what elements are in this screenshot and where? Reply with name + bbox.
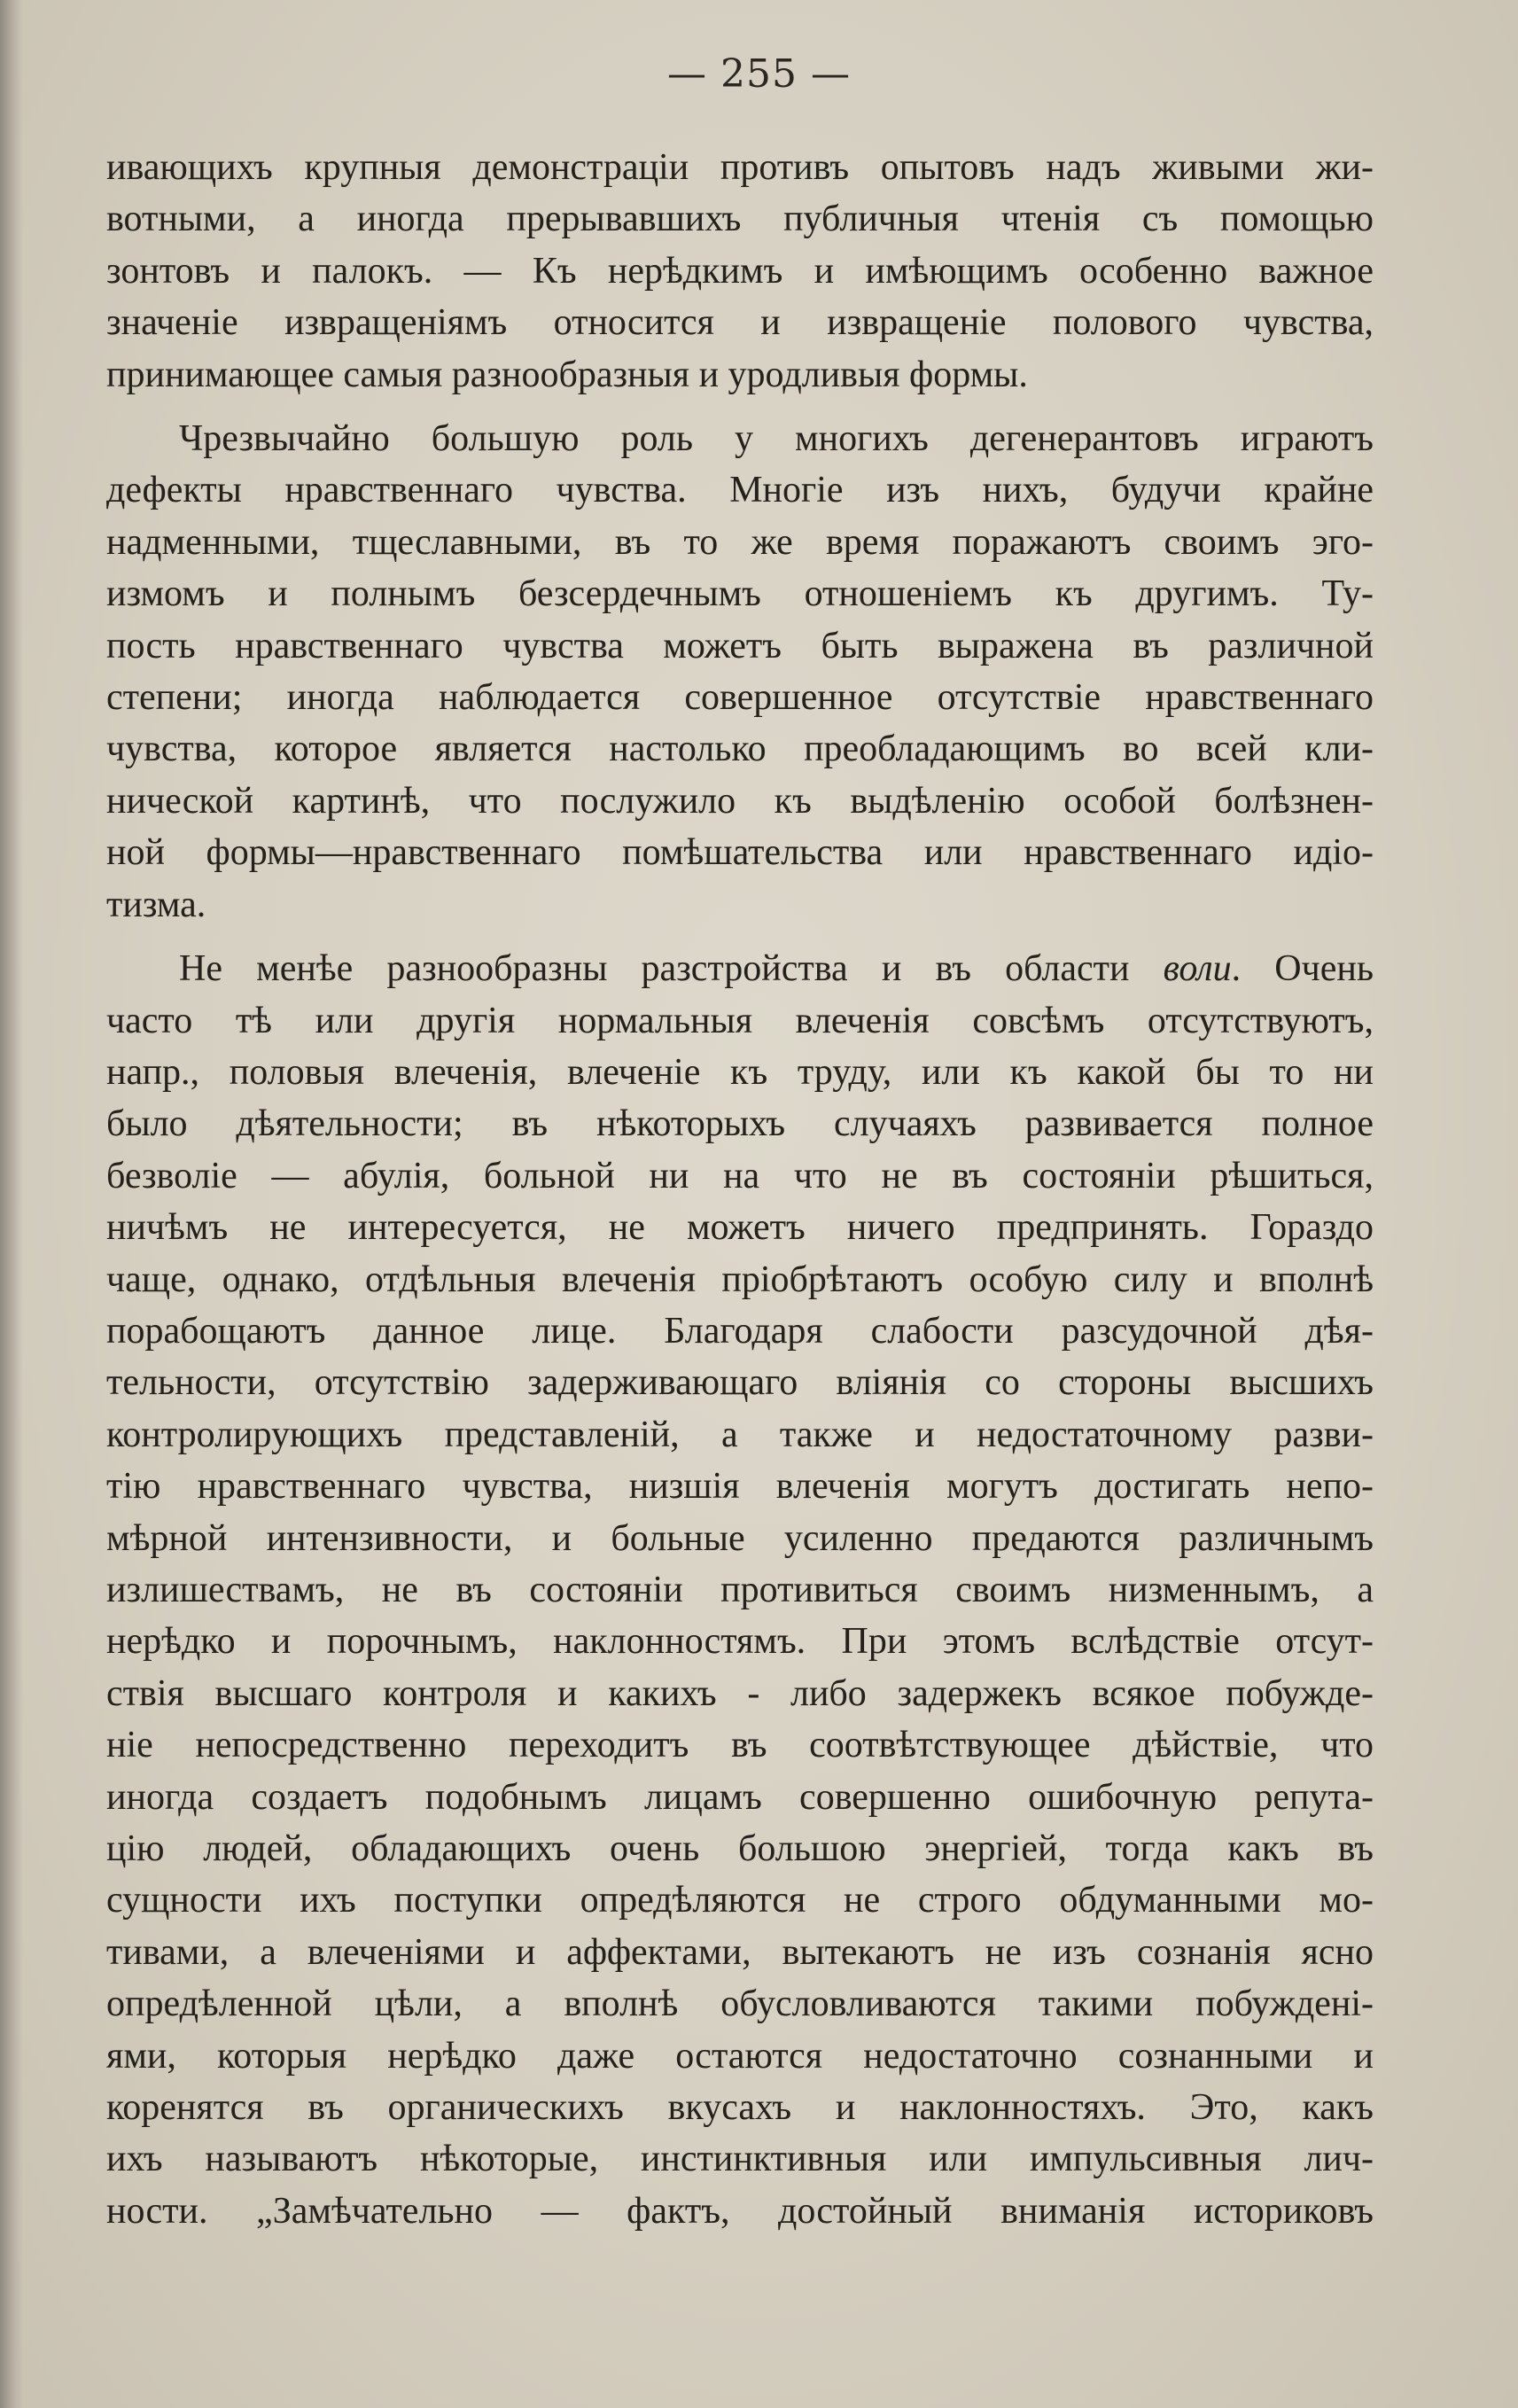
text-line: тизма. xyxy=(106,884,206,925)
text-line: ивающихъ крупныя демонстраціи противъ опытовъ надъ живыми жи- xyxy=(106,147,1374,188)
text-line: часто тѣ или другія нормальныя влеченія совсѣмъ отсутствуютъ, xyxy=(106,1000,1374,1041)
text-line: дефекты нравственнаго чувства. Многіе изъ нихъ, будучи крайне xyxy=(106,470,1374,511)
text-line: сущности ихъ поступки опредѣляются не строго обдуманными мо- xyxy=(106,1880,1374,1921)
text-line: было дѣятельности; въ нѣкоторыхъ случаяхъ развивается полное xyxy=(106,1103,1374,1145)
page-number: — 255 — xyxy=(667,51,851,97)
body-text xyxy=(106,142,1374,2237)
text-line-with-emphasis xyxy=(106,943,1374,994)
text-line: контролирующихъ представленій, а также и недостаточному разви- xyxy=(106,1414,1374,1455)
text-line: ихъ называютъ нѣкоторые, инстинктивныя или импульсивныя лич- xyxy=(106,2139,1374,2180)
text-line: опредѣленной цѣли, а вполнѣ обусловливаются такими побужденi- xyxy=(106,1983,1374,2025)
text-line: чувства, которое является настолько преобладающимъ во всей кли- xyxy=(106,729,1374,770)
text-span: Не менѣе разнообразны разстройства и въ области xyxy=(179,948,1164,990)
text-line: принимающее самыя разнообразныя и уродливыя формы. xyxy=(106,354,1028,395)
text-line: ніе непосредственно переходитъ въ соотвѣтствующее дѣйствіе, что xyxy=(106,1725,1374,1766)
paragraph-1 xyxy=(106,142,1374,401)
emphasized-word: воли xyxy=(1163,948,1232,990)
text-line: излишествамъ, не въ состояніи противиться своимъ низменнымъ, а xyxy=(106,1569,1374,1610)
text-line: степени; иногда наблюдается совершенное отсутствіе нравственнаго xyxy=(106,677,1374,719)
text-line: нерѣдко и порочнымъ, наклонностямъ. При этомъ вслѣдствіе отсут- xyxy=(106,1621,1374,1663)
text-line: тію нравственнаго чувства, низшія влеченія могутъ достигать непо- xyxy=(106,1466,1374,1508)
text-line: мѣрной интензивности, и больные усиленно предаются различнымъ xyxy=(106,1517,1374,1559)
text-line: коренятся въ органическихъ вкусахъ и наклонностяхъ. Это, какъ xyxy=(106,2087,1374,2129)
text-line: иногда создаетъ подобнымъ лицамъ совершенно ошибочную репута- xyxy=(106,1776,1374,1818)
text-line: ной формы—нравственнаго помѣшательства или нравственнаго идіо- xyxy=(106,832,1374,874)
text-line: нической картинѣ, что послужило къ выдѣленію особой болѣзнен- xyxy=(106,780,1374,822)
text-line: зонтовъ и палокъ. — Къ нерѣдкимъ и имѣющимъ особенно важное xyxy=(106,250,1374,292)
text-line: ничѣмъ не интересуется, не можетъ ничего предпринять. Гораздо xyxy=(106,1207,1374,1249)
paragraph-3 xyxy=(106,943,1374,2237)
text-line: порабощаютъ данное лице. Благодаря слабости разсудочной дѣя- xyxy=(106,1310,1374,1352)
text-line: тельности, отсутствію задерживающаго вліянія со стороны высшихъ xyxy=(106,1362,1374,1404)
text-line: ности. „Замѣчательно — фактъ, достойный вниманія историковъ xyxy=(106,2190,1374,2232)
text-line: значеніе извращеніямъ относится и извращеніе полового чувства, xyxy=(106,302,1374,344)
paragraph-2 xyxy=(106,413,1374,931)
text-line: измомъ и полнымъ безсердечнымъ отношеніемъ къ другимъ. Ту- xyxy=(106,573,1374,615)
text-line: надменными, тщеславными, въ то же время поражаютъ своимъ эго- xyxy=(106,521,1374,563)
text-line: ями, которыя нерѣдко даже остаются недостаточно сознанными и xyxy=(106,2035,1374,2077)
text-line: тивами, а влеченіями и аффектами, вытекаютъ не изъ сознанія ясно xyxy=(106,1931,1374,1973)
page-binding-shadow xyxy=(0,0,23,2408)
text-line: Чрезвычайно большую роль у многихъ дегенерантовъ играютъ xyxy=(179,418,1374,460)
text-line: вотными, а иногда прерывавшихъ публичныя чтенія съ помощью xyxy=(106,199,1374,240)
text-line: пость нравственнаго чувства можетъ быть выражена въ различной xyxy=(106,625,1374,666)
text-line: цію людей, обладающихъ очень большою энергіей, тогда какъ въ xyxy=(106,1828,1374,1869)
text-span: . Очень xyxy=(1231,948,1374,990)
text-line: напр., половыя влеченія, влеченіе къ труду, или къ какой бы то ни xyxy=(106,1051,1374,1093)
text-line: чаще, однако, отдѣльныя влеченія пріобрѣтаютъ особую силу и вполнѣ xyxy=(106,1259,1374,1300)
text-line: безволіе — абулія, больной ни на что не въ состояніи рѣшиться, xyxy=(106,1155,1374,1196)
text-line: ствія высшаго контроля и какихъ - либо задержекъ всякое побужде- xyxy=(106,1672,1374,1714)
